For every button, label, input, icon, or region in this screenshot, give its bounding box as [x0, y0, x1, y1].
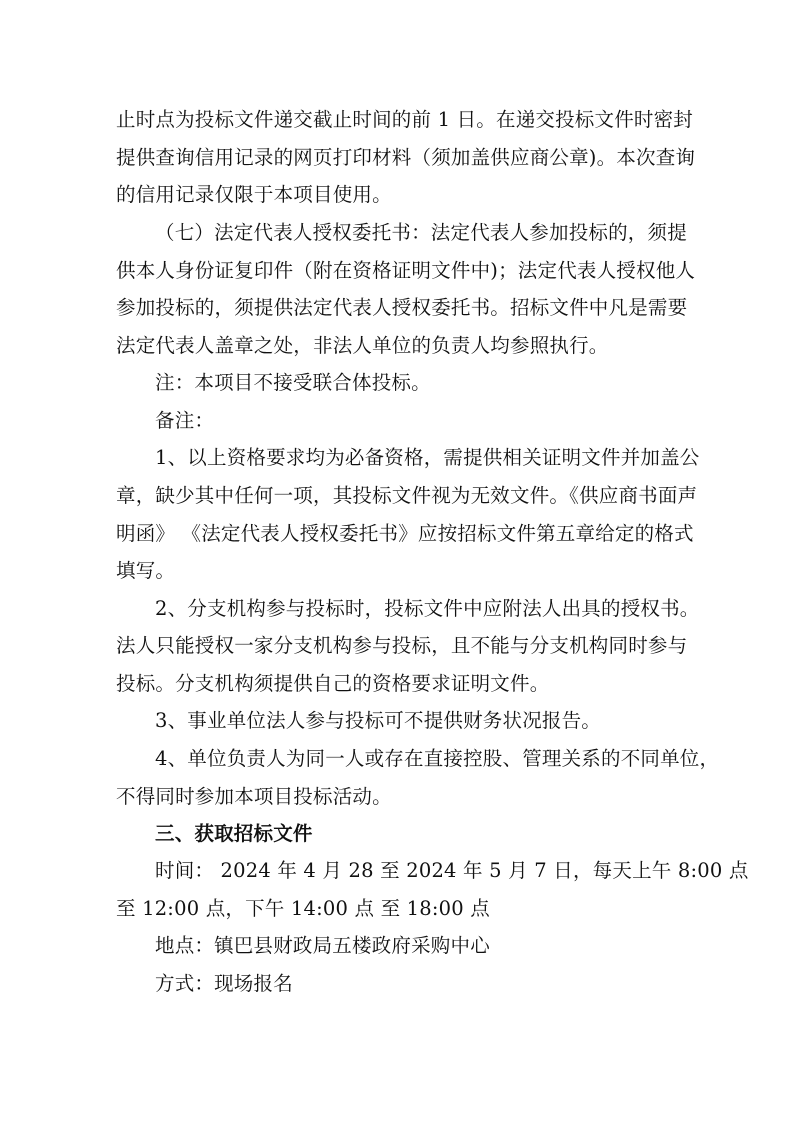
location-line: 地点：镇巴县财政局五楼政府采购中心: [155, 934, 490, 957]
text-line: 止时点为投标文件递交截止时间的前 1 日。在递交投标文件时密封: [116, 108, 694, 131]
text-line: 1、以上资格要求均为必备资格，需提供相关证明文件并加盖公: [155, 446, 700, 469]
note-line: 注：本项目不接受联合体投标。: [155, 371, 431, 394]
remark-heading: 备注：: [155, 409, 215, 432]
time-line: 时间： 2024 年 4 月 28 至 2024 年 5 月 7 日，每天上午 8:00 点: [155, 859, 749, 882]
text-line: 法定代表人盖章之处，非法人单位的负责人均参照执行。: [116, 334, 609, 357]
time-line: 至 12:00 点，下午 14:00 点 至 18:00 点: [116, 897, 490, 920]
text-line: （七）法定代表人授权委托书：法定代表人参加投标的，须提: [155, 221, 687, 244]
text-line: 3、事业单位法人参与投标可不提供财务状况报告。: [155, 709, 602, 732]
text-line: 投标。分支机构须提供自己的资格要求证明文件。: [116, 672, 550, 695]
text-line: 法人只能授权一家分支机构参与投标，且不能与分支机构同时参与: [116, 634, 688, 657]
text-line: 提供查询信用记录的网页打印材料（须加盖供应商公章)。本次查询: [116, 146, 696, 169]
text-line: 章，缺少其中任何一项，其投标文件视为无效文件。《供应商书面声: [116, 484, 698, 507]
text-line: 填写。: [116, 559, 176, 582]
text-line: 供本人身份证复印件（附在资格证明文件中)；法定代表人授权他人: [116, 259, 696, 282]
text-line: 2、分支机构参与投标时，投标文件中应附法人出具的授权书。: [155, 597, 700, 620]
text-line: 4、单位负责人为同一人或存在直接控股、管理关系的不同单位，: [155, 747, 720, 770]
method-line: 方式：现场报名: [155, 972, 293, 995]
text-line: 参加投标的，须提供法定代表人授权委托书。招标文件中凡是需要: [116, 296, 688, 319]
text-line: 不得同时参加本项目投标活动。: [116, 785, 392, 808]
text-line: 的信用记录仅限于本项目使用。: [116, 183, 392, 206]
text-line: 明函》 《法定代表人授权委托书》应按招标文件第五章给定的格式: [116, 522, 694, 545]
section-heading: 三、获取招标文件: [155, 822, 313, 845]
